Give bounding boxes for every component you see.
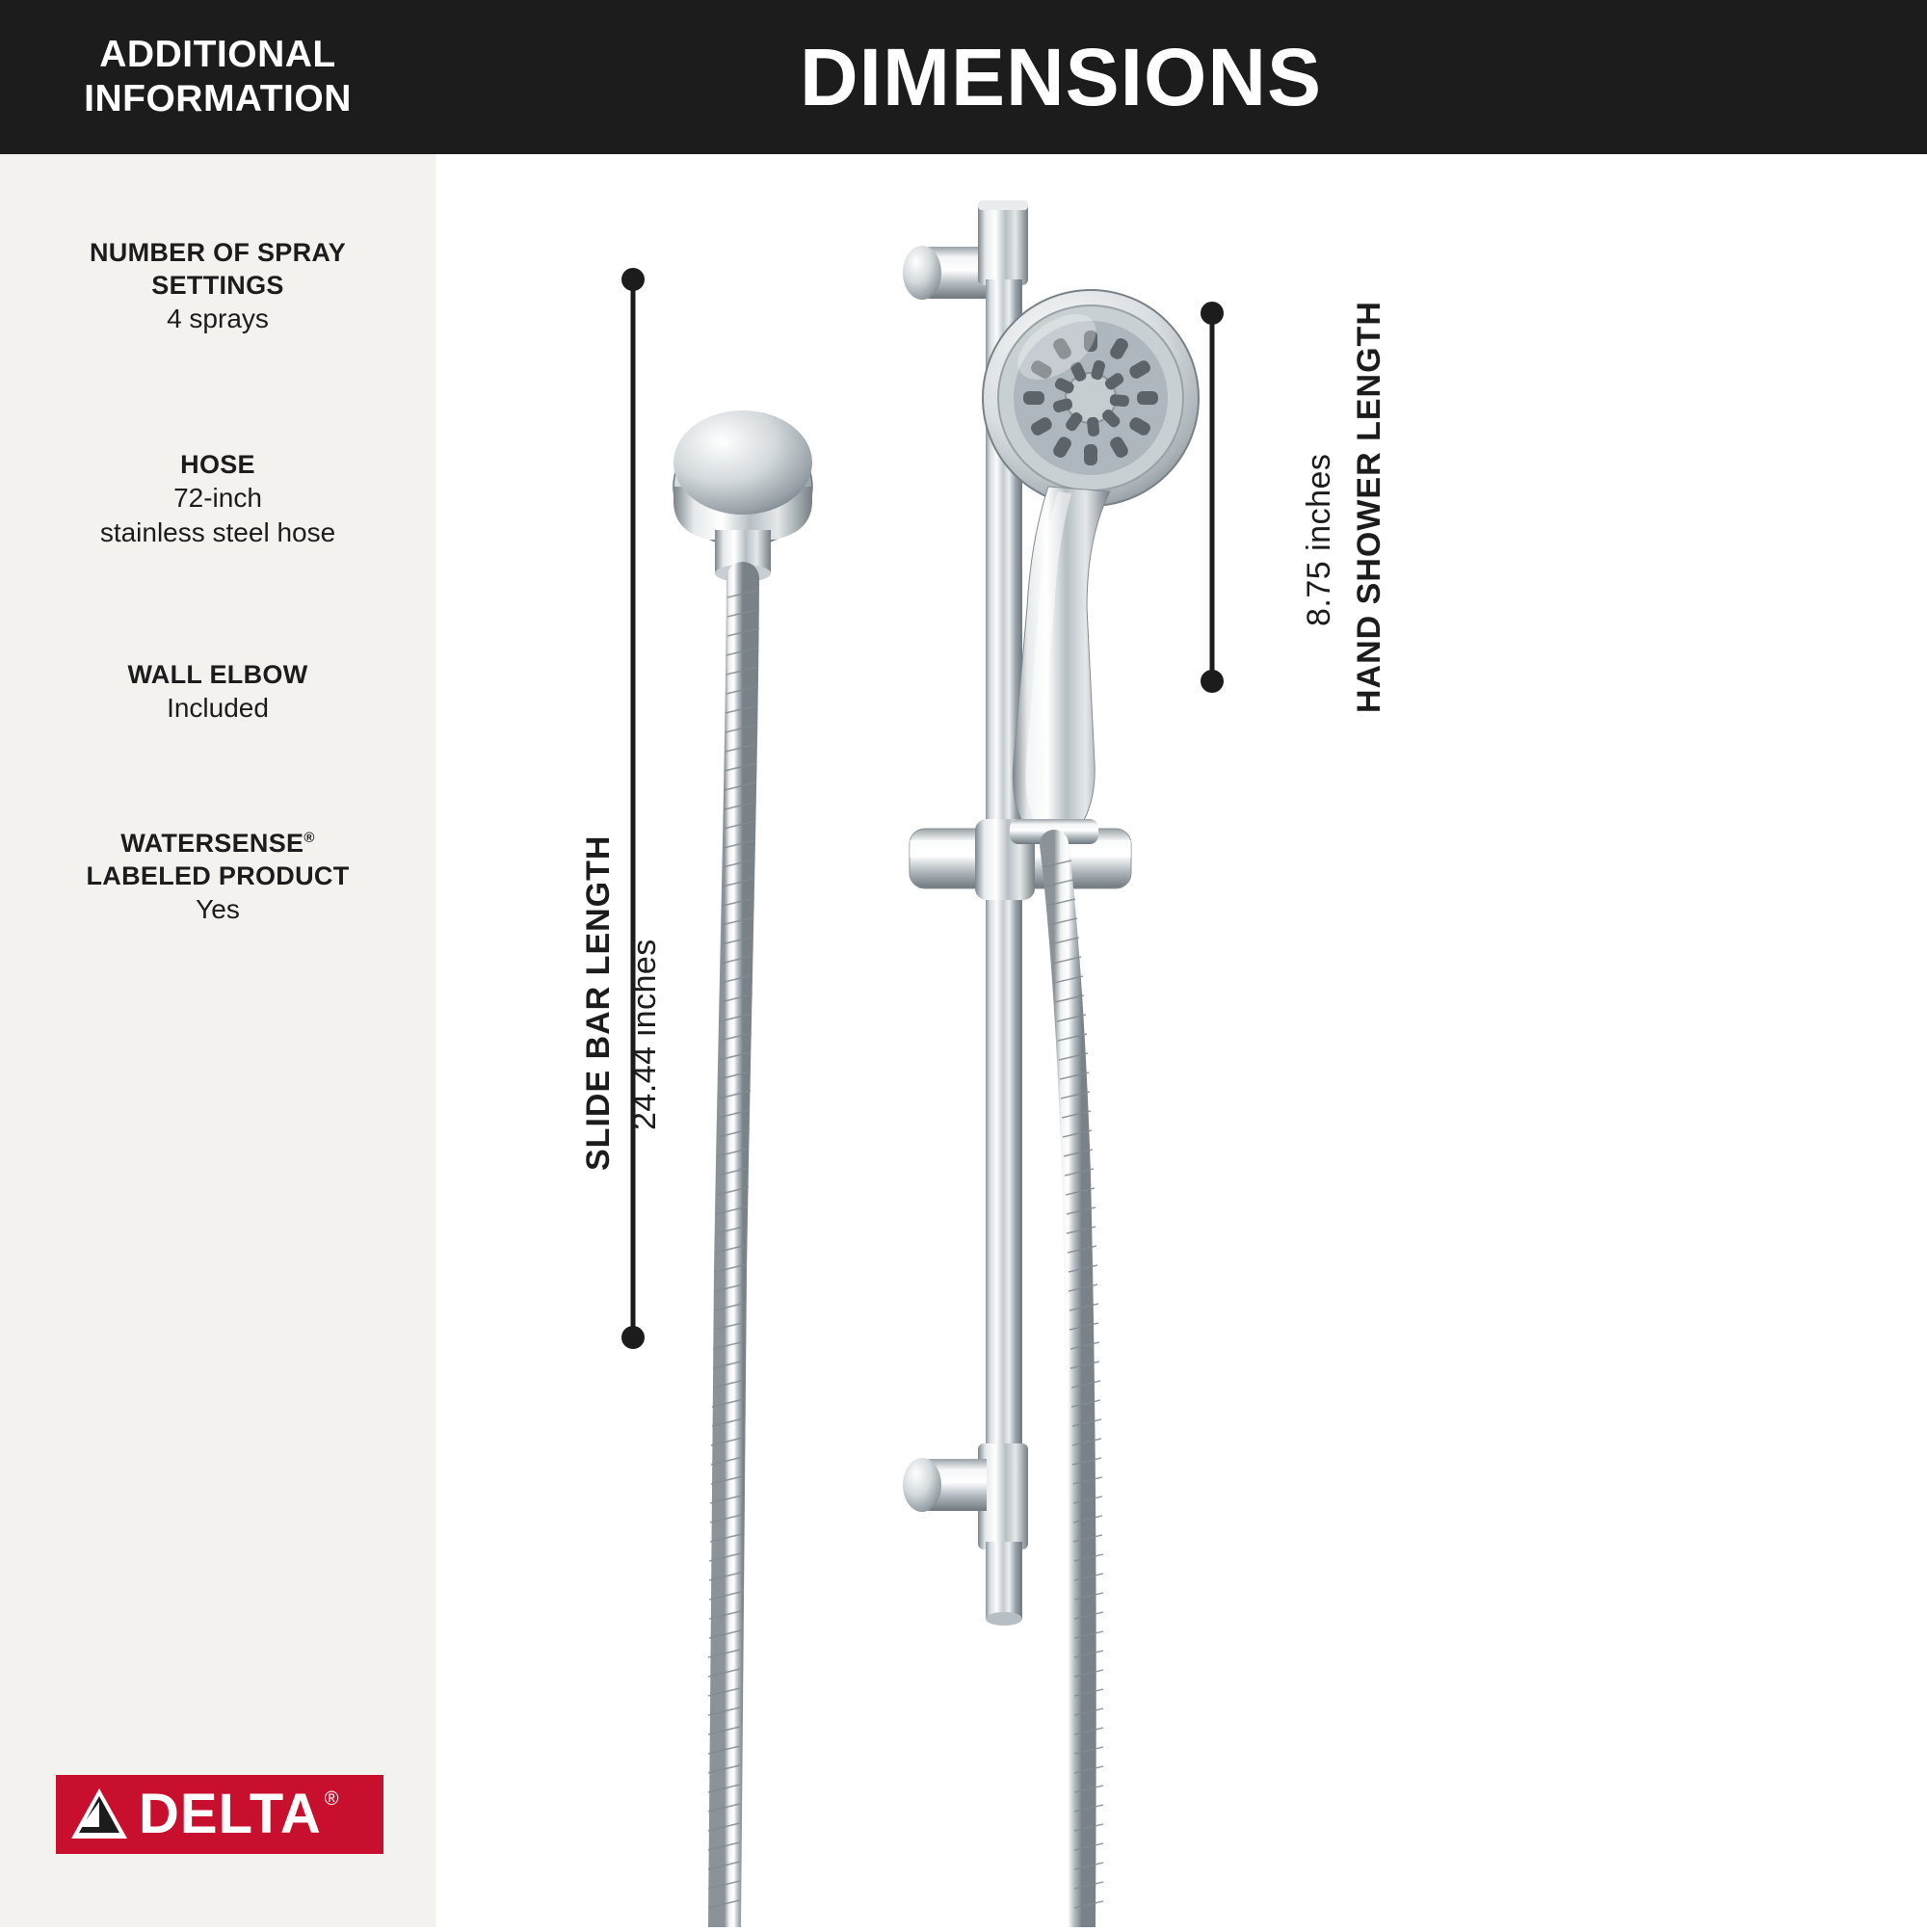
slide-bar-length-value: 24.44 inches bbox=[626, 939, 663, 1130]
hand-shower-length-label: HAND SHOWER LENGTH bbox=[1351, 301, 1387, 713]
spec-value-line2: stainless steel hose bbox=[99, 517, 336, 547]
product-dimension-drawing bbox=[436, 154, 1927, 1927]
spec-watersense-labeled-product bbox=[0, 822, 436, 927]
registered-mark: ® bbox=[304, 830, 315, 846]
spec-label-line2: SETTINGS bbox=[151, 271, 284, 300]
delta-logo bbox=[56, 1775, 383, 1854]
slide-bar-length-label-group bbox=[580, 835, 618, 1171]
spec-value-line1: Yes bbox=[196, 894, 240, 924]
spec-value-line1: Included bbox=[167, 693, 269, 723]
spec-value-line1: 72-inch bbox=[173, 483, 262, 513]
wall-elbow-and-hose bbox=[673, 410, 812, 1927]
page-title: DIMENSIONS bbox=[799, 31, 1323, 122]
page-title-bar bbox=[436, 0, 1927, 154]
hand-shower-length-value: 8.75 inches bbox=[1301, 453, 1337, 626]
hand-shower-dimension-line bbox=[1201, 302, 1224, 693]
sidebar-header-line1: ADDITIONAL bbox=[99, 34, 336, 75]
slide-bar-length-label: SLIDE BAR LENGTH bbox=[580, 834, 617, 1171]
delta-registered-mark: ® bbox=[324, 1788, 339, 1810]
spec-label-line1: HOSE bbox=[180, 450, 255, 479]
sidebar-header-line2: INFORMATION bbox=[84, 78, 352, 119]
spec-wall-elbow bbox=[0, 658, 436, 726]
slide-bar-dimension-line bbox=[621, 268, 645, 1349]
sidebar-header bbox=[0, 0, 436, 154]
spec-value-line1: 4 sprays bbox=[167, 304, 269, 333]
spec-label-line1: NUMBER OF SPRAY bbox=[89, 238, 347, 267]
hand-shower-length-label-group bbox=[1351, 301, 1388, 713]
spec-hose bbox=[0, 448, 436, 550]
spec-label-line1: WALL ELBOW bbox=[127, 660, 308, 689]
hand-shower-length-value-group bbox=[1301, 454, 1338, 626]
slide-bar-length-value-group bbox=[626, 939, 664, 1130]
delta-wordmark: DELTA bbox=[139, 1783, 322, 1845]
spec-label-line2: LABELED PRODUCT bbox=[86, 861, 350, 890]
spec-number-of-spray-settings bbox=[0, 236, 436, 336]
delta-triangle-icon bbox=[69, 1786, 129, 1842]
sidebar bbox=[0, 0, 436, 1927]
spec-label-line1: WATERSENSE® bbox=[120, 829, 315, 858]
